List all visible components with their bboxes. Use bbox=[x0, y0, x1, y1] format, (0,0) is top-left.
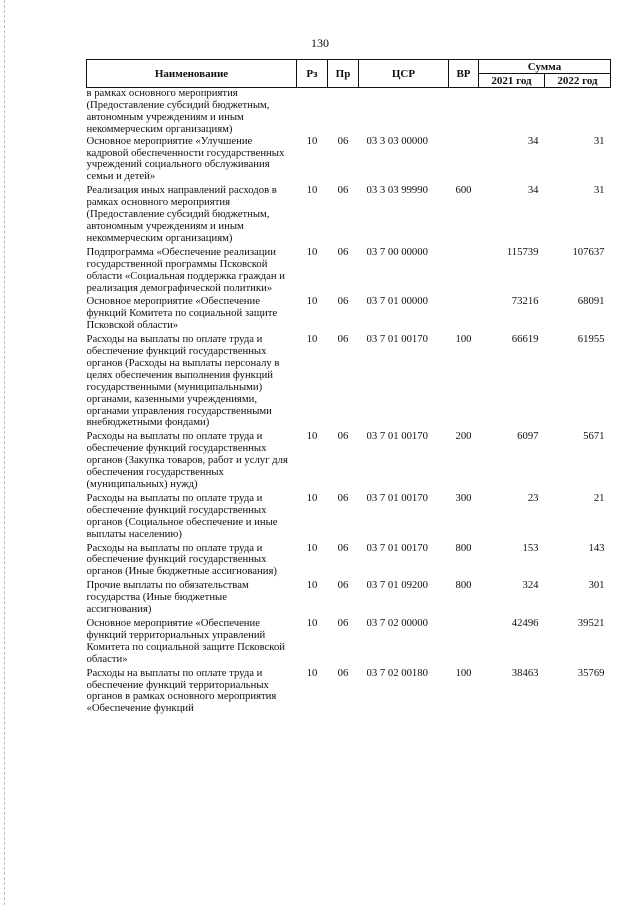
row-name: Подпрограмма «Обеспечение реализации государственной программы Псковской области «Социальная поддержка граждан и реализация демографической политики» bbox=[86, 245, 285, 294]
row-name: Основное мероприятие «Обеспечение функций территориальных управлений Комитета по социальной защите Псковской области» bbox=[86, 616, 286, 665]
row-pr: 06 bbox=[337, 579, 349, 592]
row-vr bbox=[449, 296, 479, 334]
table-body bbox=[87, 88, 611, 716]
row-pr: 06 bbox=[337, 134, 349, 147]
row-csr: 03 7 01 00000 bbox=[366, 295, 428, 308]
row-sum-2022: 61955 bbox=[577, 333, 605, 346]
row-rz: 10 bbox=[306, 333, 318, 346]
row-vr bbox=[449, 88, 479, 136]
row-vr: 800 bbox=[455, 579, 472, 592]
row-rz: 10 bbox=[306, 616, 318, 629]
row-pr: 06 bbox=[337, 333, 349, 346]
row-rz: 10 bbox=[306, 430, 318, 443]
row-vr: 200 bbox=[455, 430, 472, 443]
row-csr: 03 3 03 99990 bbox=[366, 184, 428, 197]
table-row bbox=[87, 296, 611, 334]
row-rz: 10 bbox=[306, 134, 318, 147]
budget-table bbox=[86, 59, 611, 715]
row-sum-2021: 34 bbox=[527, 134, 539, 147]
row-name: Прочие выплаты по обязательствам государства (Иные бюджетные ассигнования) bbox=[86, 579, 249, 616]
row-sum-2021: 324 bbox=[522, 579, 539, 592]
header-sum: Сумма bbox=[479, 60, 611, 74]
row-rz: 10 bbox=[306, 666, 318, 679]
row-pr: 06 bbox=[337, 491, 349, 504]
table-row bbox=[87, 136, 611, 186]
row-csr bbox=[359, 88, 449, 136]
header-name: Наименование bbox=[87, 60, 297, 88]
row-sum-2021: 34 bbox=[527, 184, 539, 197]
row-pr: 06 bbox=[337, 666, 349, 679]
row-pr: 06 bbox=[337, 295, 349, 308]
row-rz: 10 bbox=[306, 245, 318, 258]
row-name: в рамках основного мероприятия (Предоставление субсидий бюджетным, автономным учреждениям и иным некоммерческим организациям) bbox=[86, 87, 270, 135]
row-sum-2022: 301 bbox=[588, 579, 605, 592]
row-name: Основное мероприятие «Улучшение кадровой обеспеченности государственных учреждений социального обслуживания семьи и детей» bbox=[86, 134, 285, 183]
row-vr bbox=[449, 247, 479, 297]
row-sum-2021: 42496 bbox=[511, 616, 539, 629]
row-sum-2021: 73216 bbox=[511, 295, 539, 308]
row-sum-2021: 153 bbox=[522, 541, 539, 554]
row-csr: 03 7 01 09200 bbox=[366, 579, 428, 592]
header-vr: ВР bbox=[449, 60, 479, 88]
table-row bbox=[87, 618, 611, 668]
row-name: Реализация иных направлений расходов в рамках основного мероприятия (Предоставление субсидий бюджетным, автономным учреждениям и иным некоммерческим организациям) bbox=[86, 184, 277, 244]
row-name: Расходы на выплаты по оплате труда и обеспечение функций территориальных органов в рамках основного мероприятия «Обеспечение функций bbox=[86, 666, 277, 715]
table-row bbox=[87, 580, 611, 618]
table-row bbox=[87, 88, 611, 136]
header-rz: Рз bbox=[297, 60, 328, 88]
row-rz: 10 bbox=[306, 579, 318, 592]
row-sum-2022: 31 bbox=[593, 134, 605, 147]
row-pr bbox=[328, 88, 359, 136]
row-sum-2022: 39521 bbox=[577, 616, 605, 629]
row-csr: 03 7 01 00170 bbox=[366, 430, 428, 443]
row-csr: 03 7 00 00000 bbox=[366, 245, 428, 258]
row-sum-2022: 107637 bbox=[572, 245, 605, 258]
row-name: Расходы на выплаты по оплате труда и обеспечение функций государственных органов (Иные бюджетные ассигнования) bbox=[86, 541, 277, 578]
row-name: Расходы на выплаты по оплате труда и обеспечение функций государственных органов (Социальное обеспечение и иные выплаты населению) bbox=[86, 491, 278, 540]
row-vr: 300 bbox=[455, 491, 472, 504]
row-sum-2022 bbox=[545, 88, 611, 136]
row-sum-2021: 6097 bbox=[517, 430, 539, 443]
row-vr: 600 bbox=[455, 184, 472, 197]
row-csr: 03 7 01 00170 bbox=[366, 541, 428, 554]
row-vr: 100 bbox=[455, 666, 472, 679]
table-row bbox=[87, 543, 611, 581]
row-csr: 03 3 03 00000 bbox=[366, 134, 428, 147]
row-sum-2021 bbox=[479, 88, 545, 136]
row-sum-2022: 21 bbox=[593, 491, 605, 504]
row-sum-2021: 38463 bbox=[511, 666, 539, 679]
table-row bbox=[87, 431, 611, 493]
row-pr: 06 bbox=[337, 184, 349, 197]
row-rz: 10 bbox=[306, 541, 318, 554]
row-vr bbox=[449, 618, 479, 668]
row-rz: 10 bbox=[306, 184, 318, 197]
row-rz: 10 bbox=[306, 491, 318, 504]
row-sum-2022: 68091 bbox=[577, 295, 605, 308]
row-pr: 06 bbox=[337, 430, 349, 443]
row-pr: 06 bbox=[337, 616, 349, 629]
row-vr: 800 bbox=[455, 541, 472, 554]
row-pr: 06 bbox=[337, 541, 349, 554]
row-rz: 10 bbox=[306, 295, 318, 308]
row-name: Расходы на выплаты по оплате труда и обеспечение функций государственных органов (Закупка товаров, работ и услуг для обеспечения государственных (муниципальных) нужд) bbox=[86, 430, 288, 490]
row-sum-2021: 23 bbox=[527, 491, 539, 504]
header-csr: ЦСР bbox=[359, 60, 449, 88]
table-row bbox=[87, 247, 611, 297]
table-row bbox=[87, 185, 611, 247]
row-sum-2021: 115739 bbox=[506, 245, 539, 258]
table-row bbox=[87, 334, 611, 431]
page-edge-rule bbox=[4, 0, 5, 905]
table-row bbox=[87, 668, 611, 716]
row-sum-2021: 66619 bbox=[511, 333, 539, 346]
row-csr: 03 7 01 00170 bbox=[366, 491, 428, 504]
row-vr bbox=[449, 136, 479, 186]
row-sum-2022: 35769 bbox=[577, 666, 605, 679]
row-name: Расходы на выплаты по оплате труда и обеспечение функций государственных органов (Расходы на выплаты персоналу в целях обеспечения выполнения функций государственными (муниципальными) органами, казенными учреждениями, органами управления государственными внебюджетными фондами) bbox=[86, 333, 280, 429]
row-sum-2022: 5671 bbox=[583, 430, 605, 443]
row-rz bbox=[297, 88, 328, 136]
row-csr: 03 7 02 00000 bbox=[366, 616, 428, 629]
header-pr: Пр bbox=[328, 60, 359, 88]
row-pr: 06 bbox=[337, 245, 349, 258]
row-sum-2022: 143 bbox=[588, 541, 605, 554]
row-sum-2022: 31 bbox=[593, 184, 605, 197]
page-number: 130 bbox=[311, 36, 329, 50]
table-row bbox=[87, 493, 611, 543]
row-csr: 03 7 02 00180 bbox=[366, 666, 428, 679]
row-csr: 03 7 01 00170 bbox=[366, 333, 428, 346]
header-year-2022: 2022 год bbox=[545, 74, 611, 88]
header-year-2021: 2021 год bbox=[479, 74, 545, 88]
row-name: Основное мероприятие «Обеспечение функций Комитета по социальной защите Псковской области» bbox=[86, 295, 278, 332]
row-vr: 100 bbox=[455, 333, 472, 346]
